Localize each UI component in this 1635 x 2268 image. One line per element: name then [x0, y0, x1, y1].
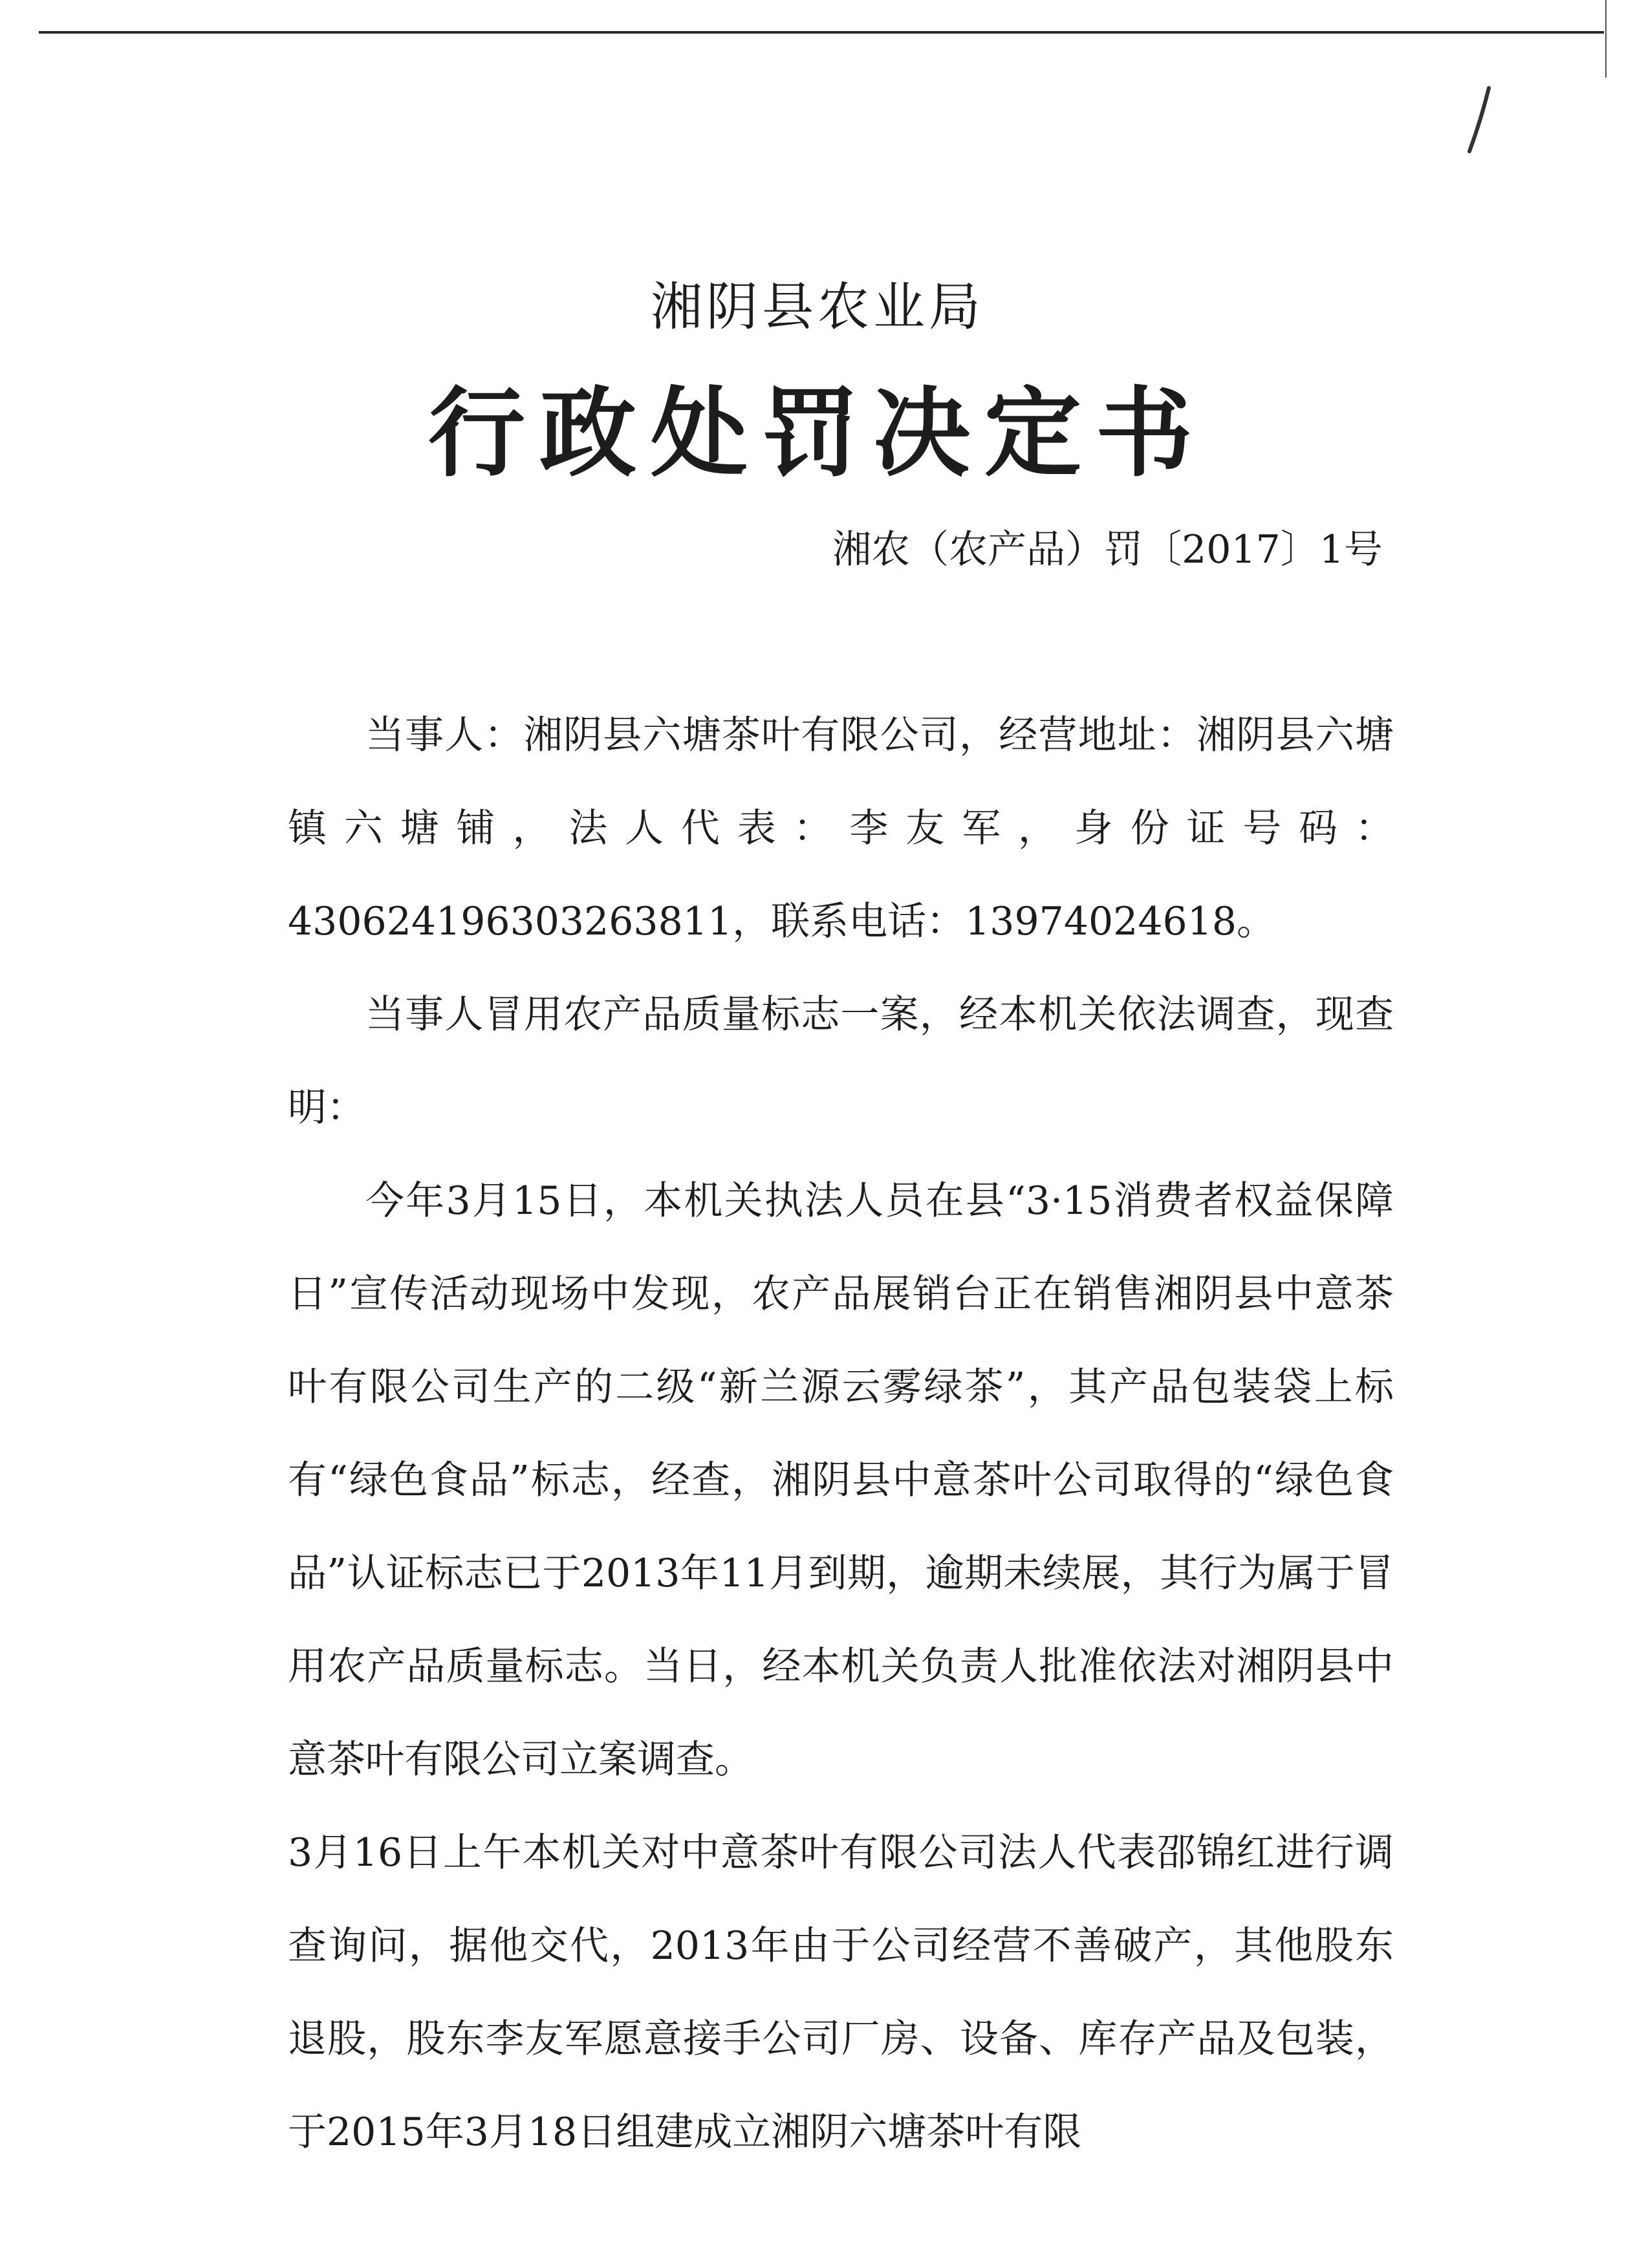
- party-info-paragraph: 当事人：湘阴县六塘茶叶有限公司，经营地址：湘阴县六塘镇六塘铺，法人代表：李友军，身份证号码：430624196303263811，联系电话：13974024618。: [288, 713, 1394, 944]
- scan-border-right: [1605, 0, 1607, 78]
- document-body: [288, 689, 1394, 2179]
- handwritten-page-mark: [1455, 84, 1500, 155]
- scan-border-top: [39, 31, 1604, 34]
- issuing-agency: 湘阴县农业局: [651, 277, 984, 337]
- investigation-paragraph: 3月16日上午本机关对中意茶叶有限公司法人代表邵锦红进行调查询问，据他交代，2013年由于公司经营不善破产，其他股东退股，股东李友军愿意接手公司厂房、设备、库存产品及包装，于2015年3月18日组建成立湘阴六塘茶叶有限: [288, 1830, 1394, 2155]
- findings-paragraph: 今年3月15日，本机关执法人员在县“3·15消费者权益保障日”宣传活动现场中发现，农产品展销台正在销售湘阴县中意茶叶有限公司生产的二级“新兰源云雾绿茶”，其产品包装袋上标有“绿色食品”标志，经查，湘阴县中意茶叶公司取得的“绿色食品”认证标志已于2013年11月到期，逾期未续展，其行为属于冒用农产品质量标志。当日，经本机关负责人批准依法对湘阴县中意茶叶有限公司立案调查。: [288, 1178, 1394, 1782]
- document-number: 湘农（农产品）罚〔2017〕1号: [832, 527, 1383, 572]
- case-intro-paragraph: 当事人冒用农产品质量标志一案，经本机关依法调查，现查明：: [288, 992, 1394, 1130]
- document-title: 行政处罚决定书: [428, 376, 1207, 490]
